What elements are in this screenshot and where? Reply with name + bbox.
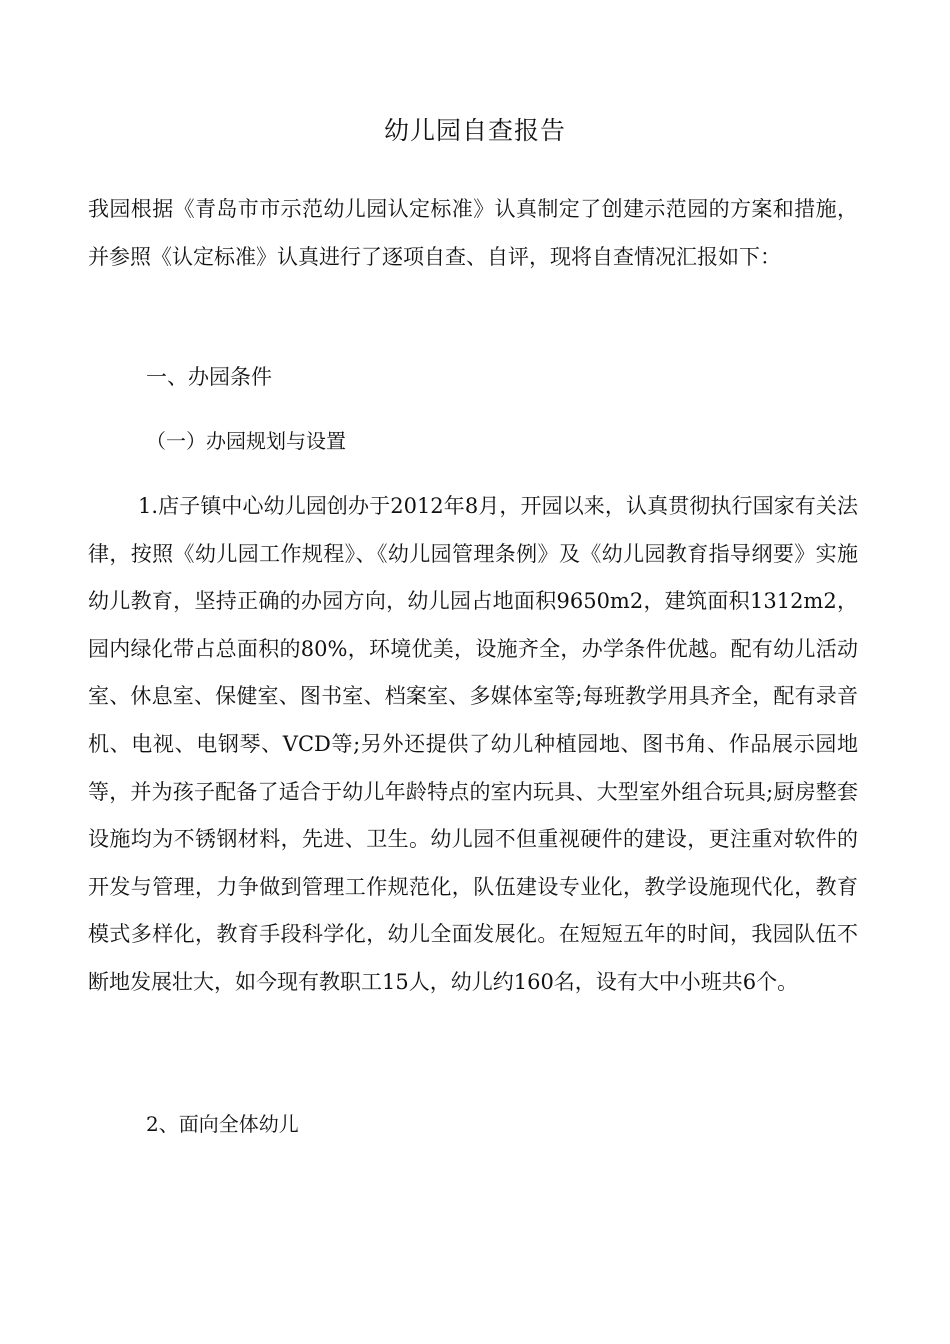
item-heading: 2、面向全体幼儿: [146, 1112, 299, 1136]
intro-paragraph: 我园根据《青岛市市示范幼儿园认定标准》认真制定了创建示范园的方案和措施，并参照《认定标准》认真进行了逐项自查、自评，现将自查情况汇报如下：: [88, 197, 858, 269]
document-title: 幼儿园自查报告: [383, 116, 566, 145]
body-paragraph: 1.店子镇中心幼儿园创办于2012年8月，开园以来，认真贯彻执行国家有关法律，按照《幼儿园工作规程》、《幼儿园管理条例》及《幼儿园教育指导纲要》实施幼儿教育，坚持正确的办园方向，幼儿园占地面积9650m2，建筑面积1312m2，园内绿化带占总面积的80%，环境优美，设施齐全，办学条件优越。配有幼儿活动室、休息室、保健室、图书室、档案室、多媒体室等;每班教学用具齐全，配有录音机、电视、电钢琴、VCD等;另外还提供了幼儿种植园地、图书角、作品展示园地等，并为孩子配备了适合于幼儿年龄特点的室内玩具、大型室外组合玩具;厨房整套设施均为不锈钢材料，先进、卫生。幼儿园不但重视硬件的建设，更注重对软件的开发与管理，力争做到管理工作规范化，队伍建设专业化，教学设施现代化，教育模式多样化，教育手段科学化，幼儿全面发展化。在短短五年的时间，我园队伍不断地发展壮大，如今现有教职工15人，幼儿约160名，设有大中小班共6个。: [88, 494, 858, 994]
subsection-heading: （一）办园规划与设置: [146, 429, 346, 453]
section-heading: 一、办园条件: [146, 365, 272, 389]
